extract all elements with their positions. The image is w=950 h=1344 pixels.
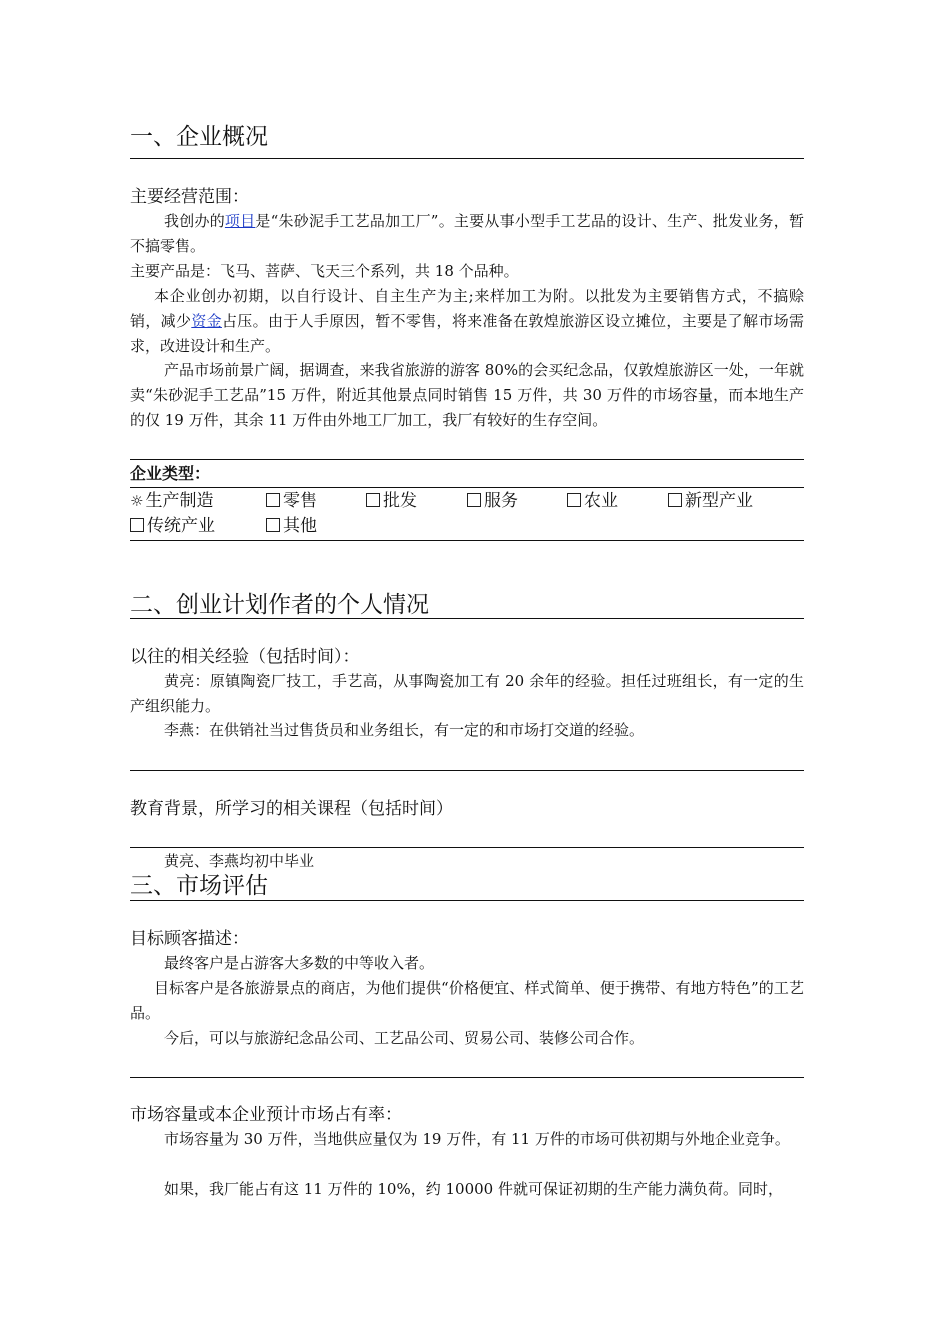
option-label: 服务	[484, 491, 518, 511]
checkbox-icon	[266, 493, 280, 507]
type-option-retail[interactable]	[266, 489, 317, 513]
option-label: 批发	[383, 491, 417, 511]
market-capacity: 市场容量为 30 万件，当地供应量仅为 19 万件，有 11 万件的市场可供初期与外地企业竞争。	[164, 1130, 790, 1148]
option-label: 传统产业	[147, 516, 215, 536]
checkbox-icon	[266, 518, 280, 532]
experience-label: 以往的相关经验（包括时间）：	[130, 647, 360, 667]
section-2-title: 二、创业计划作者的个人情况	[130, 592, 429, 618]
text: 本企业创办初期，以自行设计、自主生产为主;来样加工为附。以批发为主要销售方式，不搞赊销，减少	[130, 287, 804, 330]
funds-link[interactable]: 资金	[191, 312, 222, 330]
text: 占压。由于人手原因，暂不零售，将来准备在敦煌旅游区设立摊位，主要是了解市场需求，改进设计和生产。	[130, 312, 804, 355]
project-link[interactable]: 项目	[224, 212, 256, 230]
option-label: 其他	[283, 516, 317, 536]
type-option-service[interactable]	[467, 489, 518, 513]
type-option-agriculture[interactable]	[567, 489, 618, 513]
divider	[130, 1077, 804, 1078]
option-label: 新型产业	[685, 491, 753, 511]
text: 我创办的	[164, 212, 225, 230]
text: 是“朱砂泥手工艺品加工厂”。主要从事小型手工艺品的设计、生产、批发业务，暂不搞零售。	[130, 212, 804, 255]
divider	[130, 770, 804, 771]
experience-huang: 黄亮：原镇陶瓷厂技工，手艺高，从事陶瓷加工有 20 余年的经验。担任过班组长，有一定的生产组织能力。	[130, 672, 804, 715]
divider	[130, 900, 804, 901]
section-3-title: 三、市场评估	[130, 873, 268, 899]
divider	[130, 459, 804, 460]
business-scope-label: 主要经营范围：	[130, 187, 249, 207]
checkbox-icon	[567, 493, 581, 507]
type-option-traditional[interactable]	[130, 514, 215, 538]
paragraph-products: 主要产品是：飞马、菩萨、飞天三个系列，共 18 个品种。	[130, 262, 519, 280]
checkbox-icon	[467, 493, 481, 507]
divider	[130, 487, 804, 488]
customer-target: 目标客户是各旅游景点的商店，为他们提供“价格便宜、样式简单、便于携带、有地方特色”的工艺品。	[130, 979, 804, 1022]
customer-final: 最终客户是占游客大多数的中等收入者。	[164, 954, 435, 972]
option-label: 农业	[584, 491, 618, 511]
divider	[130, 847, 804, 848]
section-1-title: 一、企业概况	[130, 124, 268, 150]
education-label: 教育背景，所学习的相关课程（包括时间）	[130, 799, 453, 819]
type-option-other[interactable]	[266, 514, 317, 538]
customer-future: 今后，可以与旅游纪念品公司、工艺品公司、贸易公司、装修公司合作。	[164, 1029, 645, 1047]
paragraph-project	[130, 209, 804, 259]
paragraph-market-outlook: 产品市场前景广阔，据调查，来我省旅游的游客 80%的会买纪念品，仅敦煌旅游区一处，一年就卖“朱砂泥手工艺品”15 万件，附近其他景点同时销售 15 万件，共 30 万件的市场容量，而本地生产的仅 19 万件，其余 11 万件由外地工厂加工，我厂有较好的生存空间。	[130, 361, 804, 429]
divider	[130, 540, 804, 541]
type-option-wholesale[interactable]	[366, 489, 417, 513]
paragraph-operations	[130, 284, 804, 359]
enterprise-type-label: 企业类型：	[130, 464, 211, 483]
experience-li: 李燕：在供销社当过售货员和业务组长，有一定的和市场打交道的经验。	[164, 721, 645, 739]
education-text: 黄亮、李燕均初中毕业	[164, 852, 315, 870]
type-option-manufacturing[interactable]	[130, 489, 213, 513]
divider	[130, 158, 804, 159]
selected-sun-icon: ☼	[130, 492, 144, 510]
checkbox-icon	[130, 518, 144, 532]
option-label: 零售	[283, 491, 317, 511]
divider	[130, 618, 804, 619]
type-option-new-industry[interactable]	[668, 489, 753, 513]
market-share-plan: 如果，我厂能占有这 11 万件的 10%，约 10000 件就可保证初期的生产能力满负荷。同时，	[164, 1180, 783, 1198]
checkbox-icon	[366, 493, 380, 507]
market-share-label: 市场容量或本企业预计市场占有率：	[130, 1105, 402, 1125]
checkbox-icon	[668, 493, 682, 507]
option-label: 生产制造	[145, 491, 214, 511]
target-customer-label: 目标顾客描述：	[130, 929, 249, 949]
